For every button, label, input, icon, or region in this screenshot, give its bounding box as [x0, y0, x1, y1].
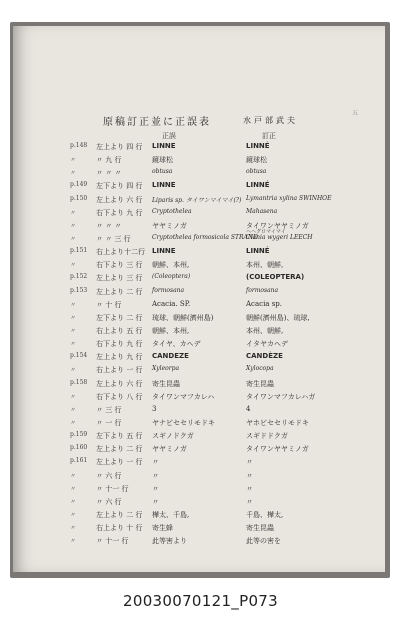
errata-wrong: Liparis sp. タイワンマイマイ(?): [152, 196, 242, 204]
page-mark: 五: [352, 110, 359, 117]
errata-wrong: obtusa: [152, 168, 173, 176]
errata-page: 〃: [70, 511, 77, 519]
errata-position: 左上より 二 行: [96, 287, 143, 296]
errata-position: 左下より 二 行: [96, 313, 143, 322]
errata-right: ヤホビセセリモドキ: [246, 418, 309, 427]
errata-page: 〃: [70, 525, 77, 533]
errata-page: p.148: [70, 142, 88, 149]
errata-row: [0, 470, 401, 483]
image-caption: 20030070121_P073: [123, 592, 278, 610]
errata-right: Mahasena: [246, 207, 278, 215]
errata-page: p.150: [70, 194, 88, 202]
errata-right: タイワンヤヤミノガ: [246, 445, 309, 454]
errata-wrong: Acacia. SP.: [152, 299, 191, 308]
errata-wrong: 此等害より: [152, 537, 187, 546]
errata-row: [0, 404, 401, 417]
errata-right: Xylocopa: [246, 365, 274, 373]
errata-page: p.161: [70, 457, 88, 465]
errata-right: 〃: [246, 458, 253, 467]
errata-right: 寄生昆蟲: [246, 379, 274, 388]
errata-row: [0, 194, 401, 207]
errata-row: [0, 483, 401, 496]
errata-row: [0, 456, 401, 469]
errata-wrong: 〃: [152, 458, 159, 467]
errata-position: 左上より 四 行: [96, 143, 143, 151]
errata-row: [0, 272, 401, 285]
errata-row: [0, 364, 401, 377]
errata-right: タイワンマフカレハガ: [246, 392, 316, 401]
errata-wrong: ヤヤミノガ: [152, 445, 187, 454]
errata-wrong: 〃: [152, 471, 159, 480]
errata-position: 左上より 九 行: [96, 353, 143, 362]
errata-row: [0, 141, 401, 154]
errata-wrong: 朝鮮、本州,: [152, 261, 190, 270]
errata-position: 左上より 六 行: [96, 379, 143, 388]
errata-wrong: formosana: [152, 286, 185, 294]
errata-row: [0, 180, 401, 193]
errata-right: Lymantria xylina SWINHOE: [246, 194, 332, 202]
errata-page: p.154: [70, 352, 88, 360]
errata-right: イタヤカヘデ: [246, 340, 288, 349]
errata-position: 右下より 九 行: [96, 208, 143, 217]
errata-position: 〃 三 行: [96, 405, 122, 414]
errata-position: 右下より 九 行: [96, 340, 143, 349]
errata-right: LINNÉ: [246, 181, 270, 190]
errata-position: 右下より 三 行: [96, 261, 143, 270]
errata-wrong: 鏡球松: [152, 156, 173, 165]
column-header-right: 訂正: [262, 132, 276, 140]
errata-right: 〃: [246, 471, 253, 480]
errata-wrong: 寄生蜂: [152, 524, 173, 533]
errata-right: Clania wygeri LEECH: [246, 233, 313, 241]
errata-page: 〃: [70, 262, 77, 270]
errata-wrong: ヤヤミノガ: [152, 221, 187, 230]
errata-page: p.153: [70, 286, 88, 294]
errata-row: [0, 430, 401, 443]
errata-right: 此等の害を: [246, 537, 281, 546]
errata-row: [0, 299, 401, 312]
errata-right: Acacia sp.: [246, 299, 283, 308]
errata-wrong: Cryptothelea formosicola STRAND: [152, 233, 258, 241]
errata-row: [0, 154, 401, 167]
errata-row: [0, 535, 401, 548]
errata-row: [0, 351, 401, 364]
errata-page: 〃: [70, 222, 77, 230]
errata-wrong: (Coleoptera): [152, 273, 191, 281]
errata-right: スギドドクガ: [246, 432, 288, 441]
errata-wrong: ヤナビセセリモドキ: [152, 418, 215, 427]
errata-right: CANDÈZE: [246, 352, 283, 361]
errata-page: 〃: [70, 314, 77, 322]
errata-position: 右上より 五 行: [96, 326, 143, 335]
errata-row: [0, 233, 401, 246]
errata-page: p.160: [70, 444, 88, 452]
errata-wrong: 朝鮮、本州,: [152, 326, 190, 335]
errata-table: [0, 141, 401, 548]
errata-position: 左上より 二 行: [96, 445, 143, 454]
errata-page: 〃: [70, 327, 77, 335]
errata-wrong: LINNE: [152, 181, 176, 190]
errata-position: 左上より 一 行: [96, 458, 143, 467]
errata-right: LINNÉ: [246, 247, 270, 256]
column-header-wrong: 正誤: [162, 132, 176, 140]
errata-right: 4: [246, 404, 251, 413]
errata-position: 〃 一 行: [96, 418, 122, 427]
errata-row: [0, 207, 401, 220]
errata-page: 〃: [70, 341, 77, 349]
errata-page: p.158: [70, 378, 88, 386]
errata-page: 〃: [70, 367, 77, 375]
errata-row: [0, 378, 401, 391]
errata-wrong: Xyleorpa: [152, 365, 180, 373]
errata-page: 〃: [70, 498, 77, 506]
errata-wrong: タイヤ、カヘデ: [152, 340, 201, 349]
errata-right: 朝鮮(濟州島)、琉球,: [246, 313, 310, 322]
errata-row: [0, 443, 401, 456]
errata-wrong: Cryptothelea: [152, 207, 192, 215]
errata-page: 〃: [70, 170, 77, 178]
errata-row: [0, 417, 401, 430]
errata-row: [0, 338, 401, 351]
errata-position: 〃 〃 三 行: [96, 234, 131, 243]
errata-position: 右上より十二行: [96, 248, 145, 257]
errata-page: 〃: [70, 301, 77, 309]
errata-page: 〃: [70, 485, 77, 493]
errata-right: 寄生昆蟲: [246, 524, 274, 533]
errata-row: [0, 325, 401, 338]
errata-row: [0, 312, 401, 325]
errata-wrong: 〃: [152, 497, 159, 506]
errata-position: 左下より 五 行: [96, 432, 143, 441]
errata-right: 〃: [246, 484, 253, 493]
errata-position: 〃 十 行: [96, 300, 122, 309]
errata-right: 〃: [246, 497, 253, 506]
errata-position: 〃 九 行: [96, 156, 122, 165]
errata-page: 〃: [70, 157, 77, 165]
errata-right: 本州、朝鮮,: [246, 326, 284, 335]
errata-position: 〃 十一 行: [96, 484, 129, 493]
errata-row: [0, 496, 401, 509]
errata-position: 右下より 八 行: [96, 392, 143, 401]
errata-right: LINNÉ: [246, 142, 270, 150]
errata-wrong: 3: [152, 404, 157, 413]
errata-page: p.159: [70, 431, 88, 439]
errata-position: 〃 〃 〃: [96, 221, 122, 230]
errata-wrong: 〃: [152, 484, 159, 493]
errata-wrong: LINNE: [152, 142, 176, 150]
errata-wrong: CANDEZE: [152, 352, 189, 361]
errata-page: 〃: [70, 393, 77, 401]
errata-row: [0, 509, 401, 522]
errata-right: obtusa: [246, 168, 267, 176]
errata-page: 〃: [70, 472, 77, 480]
errata-row: [0, 246, 401, 259]
errata-position: 右上より 一 行: [96, 366, 143, 375]
errata-page: p.152: [70, 273, 88, 281]
document-title: 原稿訂正並に正誤表: [103, 117, 211, 128]
errata-page: 〃: [70, 419, 77, 427]
errata-row: [0, 167, 401, 180]
annotation-note: ヘヘグロマイマイ: [246, 229, 286, 235]
errata-right: タイワンヤヤミノガ: [246, 221, 309, 230]
errata-page: 〃: [70, 235, 77, 243]
document-author: 水戸部武夫: [243, 116, 298, 125]
errata-wrong: 樺太、千島,: [152, 510, 190, 519]
errata-position: 〃 十一 行: [96, 537, 129, 546]
errata-row: [0, 286, 401, 299]
errata-wrong: LINNE: [152, 247, 176, 256]
errata-right: formosana: [246, 286, 279, 294]
errata-position: 左上より 六 行: [96, 195, 143, 204]
errata-row: [0, 220, 401, 233]
errata-wrong: スギノドクガ: [152, 432, 194, 441]
errata-page: 〃: [70, 406, 77, 414]
errata-position: 左上より 三 行: [96, 274, 143, 283]
errata-page: p.151: [70, 247, 88, 255]
errata-wrong: 寄生昆蟲: [152, 379, 180, 388]
errata-position: 〃 六 行: [96, 471, 122, 480]
errata-row: [0, 522, 401, 535]
errata-row: [0, 259, 401, 272]
errata-right: 千島、樺太,: [246, 510, 284, 519]
errata-position: 右上より 十 行: [96, 524, 143, 533]
errata-position: 〃 六 行: [96, 497, 122, 506]
errata-wrong: 琉球、朝鮮(濟州島): [152, 313, 214, 322]
errata-position: 左下より 四 行: [96, 182, 143, 191]
errata-page: 〃: [70, 209, 77, 217]
errata-right: 本州、朝鮮,: [246, 261, 284, 270]
errata-row: [0, 391, 401, 404]
errata-right: 鏡球松: [246, 156, 267, 165]
errata-page: 〃: [70, 538, 77, 546]
errata-position: 左上より 二 行: [96, 510, 143, 519]
errata-position: 〃 〃 〃: [96, 169, 122, 178]
errata-right: (COLEOPTERA): [246, 273, 305, 282]
errata-page: p.149: [70, 181, 88, 189]
errata-wrong: タイワンマフカレハ: [152, 392, 215, 401]
